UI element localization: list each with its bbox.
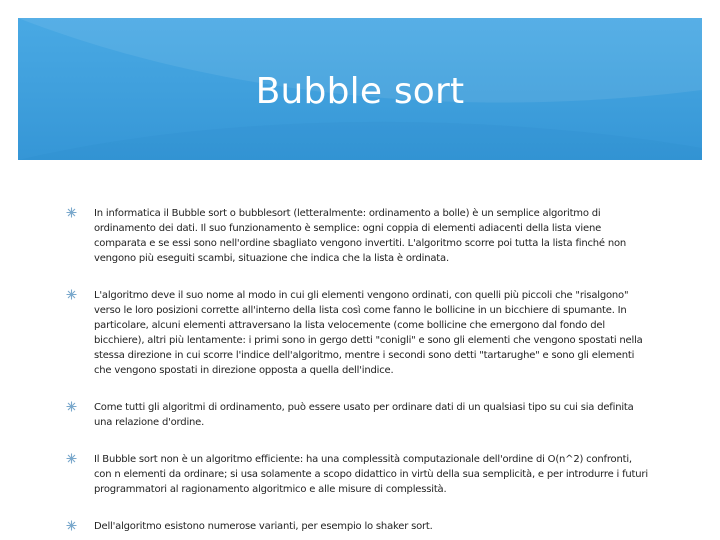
bullet-item [66,400,650,430]
bullet-list [66,206,650,534]
bullet-text: Il Bubble sort non è un algoritmo efficiente: ha una complessità computazionale dell'ordine di O(n^2) confronti, con n elementi da ordinare; si usa solamente a scopo didattico in virtù della sua semplicità, e per introdurre i futuri programmatori al ragionamento algoritmico e alle misure di complessità. [94,454,648,495]
bullet-text: Come tutti gli algoritmi di ordinamento, può essere usato per ordinare dati di un qualsiasi tipo su cui sia definita una relazione d'ordine. [94,402,634,428]
bullet-item [66,206,650,266]
slide-title: Bubble sort [255,71,465,112]
asterisk-star-icon [66,453,77,464]
title-band [18,18,702,160]
bullet-text: Dell'algoritmo esistono numerose varianti, per esempio lo shaker sort. [94,521,433,532]
asterisk-star-icon [66,289,77,300]
asterisk-star-icon [66,401,77,412]
bullet-text: In informatica il Bubble sort o bubblesort (letteralmente: ordinamento a bolle) è un semplice algoritmo di ordinamento dei dati. Il suo funzionamento è semplice: ogni coppia di elementi adiacenti della lista viene comparata e se essi sono nell'ordine sbagliato vengono invertiti. L'algoritmo scorre poi tutta la lista finché non vengono più eseguiti scambi, situazione che indica che la lista è ordinata. [94,208,627,264]
asterisk-star-icon [66,520,77,531]
bullet-item [66,519,650,534]
asterisk-star-icon [66,207,77,218]
bullet-item [66,452,650,497]
bullet-item [66,288,650,378]
bullet-text: L'algoritmo deve il suo nome al modo in cui gli elementi vengono ordinati, con quelli più piccoli che "risalgono" verso le loro posizioni corrette all'interno della lista così come fanno le bollicine in un bicchiere di spumante. In particolare, alcuni elementi attraversano la lista velocemente (come bollicine che emergono dal fondo del bicchiere), altri più lentamente: i primi sono in gergo detti "conigli" e sono gli elementi che vengono spostati nella stessa direzione in cui scorre l'indice dell'algoritmo, mentre i secondi sono detti "tartarughe" e sono gli elementi che vengono spostati in direzione opposta a quella dell'indice. [94,290,643,376]
